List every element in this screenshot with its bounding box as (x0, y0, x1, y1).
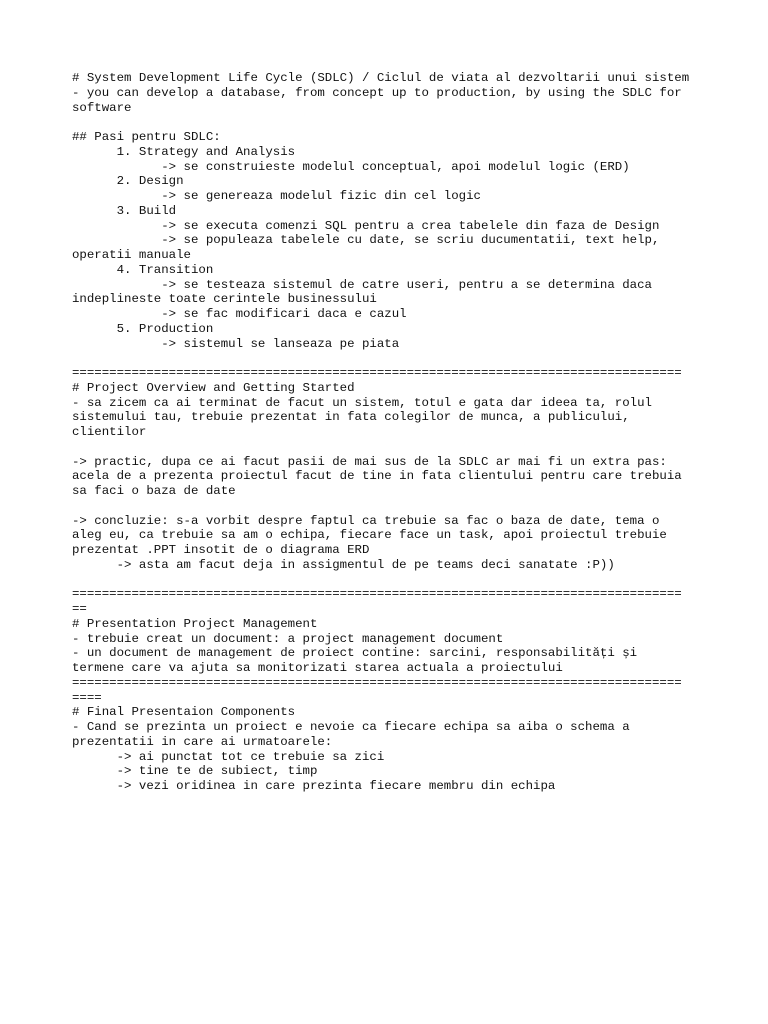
blank-line (72, 573, 712, 588)
text-line: aleg eu, ca trebuie sa am o echipa, fiecare face un task, apoi proiectul trebuie (72, 528, 667, 543)
separator-line: ================================================================================== (72, 675, 682, 690)
text-line: prezentatii in care ai urmatoarele: (72, 734, 333, 749)
separator-line: ================================================================================== (72, 366, 682, 380)
text-line: -> se fac modificari daca e cazul (72, 307, 407, 321)
blank-line (72, 115, 712, 130)
list-item-strategy: 1. Strategy and Analysis (72, 144, 296, 159)
text-line: software (72, 100, 132, 115)
text-line: -> tine te de subiect, timp (72, 764, 318, 779)
text-line: clientilor (72, 425, 147, 439)
heading-presentation-pm: # Presentation Project Management (72, 616, 318, 631)
text-line: -> concluzie: s-a vorbit despre faptul ca trebuie sa fac o baza de date, tema o (72, 513, 660, 528)
list-item-production: 5. Production (72, 321, 214, 336)
text-line: prezentat .PPT insotit de o diagrama ERD (72, 543, 370, 557)
document-page (72, 71, 712, 794)
text-line: -> practic, dupa ce ai facut pasii de mai sus de la SDLC ar mai fi un extra pas: (72, 454, 667, 469)
blank-line (72, 440, 712, 455)
separator-line: ================================================================================== (72, 587, 682, 602)
text-line: -> se populeaza tabelele cu date, se scriu ducumentatii, text help, (72, 233, 660, 248)
heading-final-presentation: # Final Presentaion Components (72, 705, 296, 720)
text-line: operatii manuale (72, 248, 191, 262)
list-item-build: 3. Build (72, 203, 177, 218)
text-line: - you can develop a database, from concept up to production, by using the SDLC for (72, 85, 682, 100)
heading-pasi-sdlc: ## Pasi pentru SDLC: (72, 130, 221, 144)
separator-line: ==== (72, 690, 102, 705)
text-line: -> se executa comenzi SQL pentru a crea tabelele din faza de Design (72, 218, 660, 233)
text-line: -> se genereaza modelul fizic din cel logic (72, 189, 481, 203)
text-line: acela de a prezenta proiectul facut de tine in fata clientului pentru care trebuia (72, 469, 682, 484)
text-line: -> se testeaza sistemul de catre useri, pentru a se determina daca (72, 277, 652, 292)
text-line: -> se construieste modelul conceptual, apoi modelul logic (ERD) (72, 159, 630, 174)
list-item-transition: 4. Transition (72, 262, 214, 277)
heading-sdlc: # System Development Life Cycle (SDLC) / Ciclul de viata al dezvoltarii unui sistem (72, 71, 690, 85)
blank-line (72, 499, 712, 514)
blank-line (72, 351, 712, 366)
text-line: -> ai punctat tot ce trebuie sa zici (72, 749, 385, 764)
text-line: - sa zicem ca ai terminat de facut un sistem, totul e gata dar ideea ta, rolul (72, 395, 652, 410)
text-line: termene care va ajuta sa monitorizati starea actuala a proiectului (72, 661, 563, 675)
text-line: - un document de management de proiect contine: sarcini, responsabilități și (72, 646, 638, 661)
list-item-design: 2. Design (72, 174, 184, 189)
text-line: sa faci o baza de date (72, 484, 236, 498)
text-line: sistemului tau, trebuie prezentat in fata colegilor de munca, a publicului, (72, 410, 630, 425)
separator-line: == (72, 602, 87, 616)
text-line: -> vezi oridinea in care prezinta fiecare membru din echipa (72, 779, 556, 793)
text-line: - Cand se prezinta un proiect e nevoie ca fiecare echipa sa aiba o schema a (72, 720, 630, 734)
text-line: -> sistemul se lanseaza pe piata (72, 336, 400, 351)
text-line: indeplineste toate cerintele businessului (72, 292, 377, 307)
text-line: -> asta am facut deja in assigmentul de pe teams deci sanatate :P)) (72, 557, 615, 572)
text-line: - trebuie creat un document: a project management document (72, 631, 504, 646)
heading-project-overview: # Project Overview and Getting Started (72, 380, 355, 395)
